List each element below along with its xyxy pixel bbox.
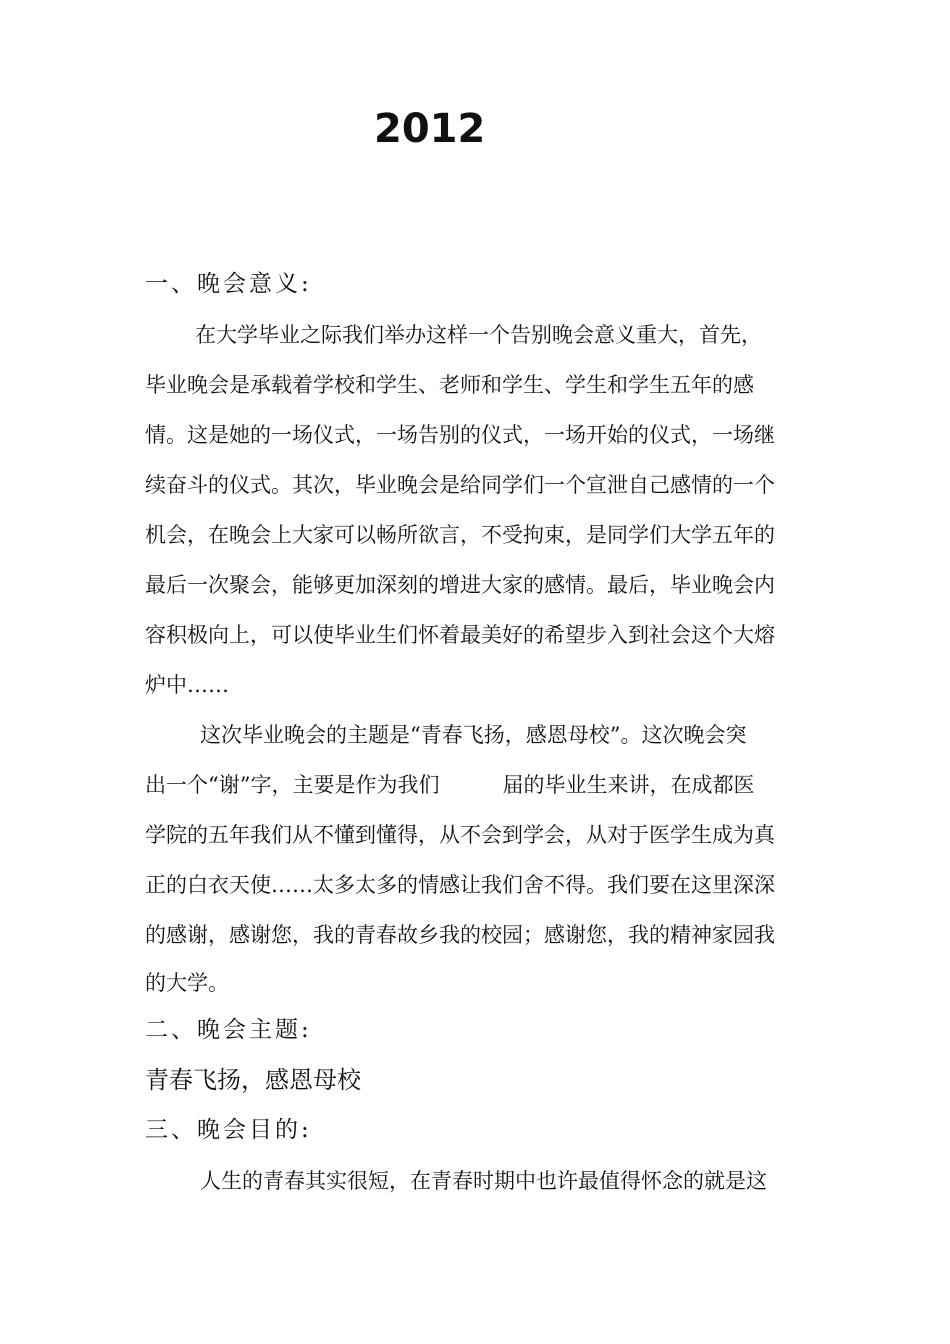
paragraph-line: 正的白衣天使……太多太多的情感让我们舍不得。我们要在这里深深 bbox=[145, 873, 775, 897]
section-heading-theme: 二、晚会主题: bbox=[145, 1017, 312, 1043]
paragraph-line: 机会，在晚会上大家可以畅所欲言，不受拘束，是同学们大学五年的 bbox=[145, 523, 775, 547]
paragraph-line: 续奋斗的仪式。其次，毕业晚会是给同学们一个宣泄自己感情的一个 bbox=[145, 473, 775, 497]
paragraph-line: 容积极向上，可以使毕业生们怀着最美好的希望步入到社会这个大熔 bbox=[145, 623, 775, 647]
document-title: 2012 bbox=[374, 106, 486, 152]
paragraph-line: 的大学。 bbox=[145, 971, 229, 995]
paragraph-line: 毕业晚会是承载着学校和学生、老师和学生、学生和学生五年的感 bbox=[145, 373, 754, 397]
paragraph-line: 最后一次聚会，能够更加深刻的增进大家的感情。最后，毕业晚会内 bbox=[145, 573, 775, 597]
section-heading-purpose: 三、晚会目的: bbox=[145, 1117, 312, 1143]
section-heading-significance: 一、晚会意义: bbox=[145, 271, 312, 297]
paragraph-line: 在大学毕业之际我们举办这样一个告别晚会意义重大，首先， bbox=[195, 323, 762, 347]
paragraph-line: 学院的五年我们从不懂到懂得，从不会到学会，从对于医学生成为真 bbox=[145, 823, 775, 847]
paragraph-line: 的感谢，感谢您，我的青春故乡我的校园；感谢您，我的精神家园我 bbox=[145, 923, 775, 947]
paragraph-line: 情。这是她的一场仪式，一场告别的仪式，一场开始的仪式，一场继 bbox=[145, 423, 775, 447]
paragraph-line: 这次毕业晚会的主题是“青春飞扬，感恩母校”。这次晚会突 bbox=[200, 723, 747, 747]
paragraph-line: 人生的青春其实很短，在青春时期中也许最值得怀念的就是这 bbox=[200, 1169, 767, 1193]
paragraph-line: 出一个“谢”字，主要是作为我们 届的毕业生来讲，在成都医 bbox=[145, 773, 755, 797]
theme-text: 青春飞扬，感恩母校 bbox=[145, 1066, 361, 1094]
paragraph-line: 炉中…… bbox=[145, 673, 229, 697]
